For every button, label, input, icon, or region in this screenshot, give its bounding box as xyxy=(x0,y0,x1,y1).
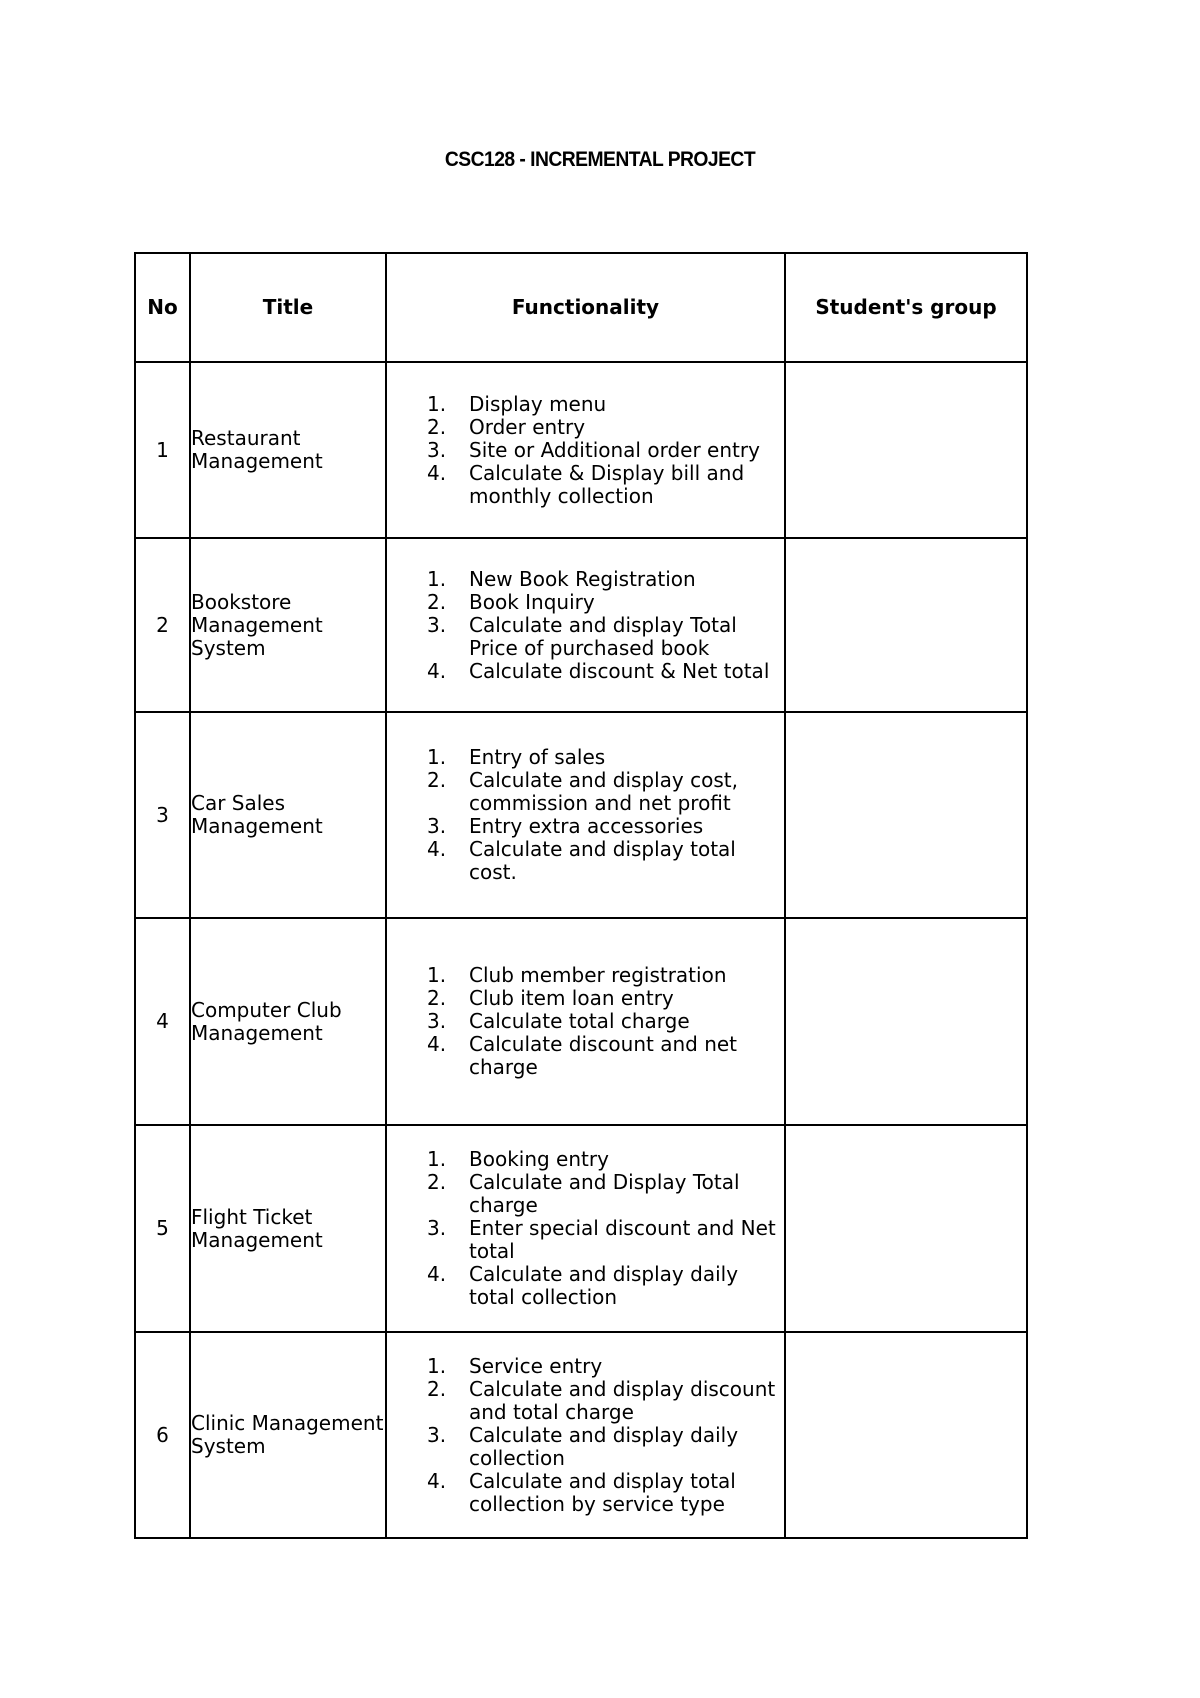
functionality-text: Entry extra accessories xyxy=(469,814,704,838)
functionality-text: Calculate & Display bill and monthly collection xyxy=(469,460,745,508)
functionality-item xyxy=(387,746,784,769)
functionality-item xyxy=(387,1263,784,1309)
project-title: Car Sales Management xyxy=(190,712,386,918)
functionality-text: Book Inquiry xyxy=(469,589,595,614)
list-number: 2. xyxy=(427,1170,447,1194)
functionality-text: Calculate and display daily collection xyxy=(469,1422,739,1470)
functionality-item xyxy=(387,964,784,987)
functionality-item xyxy=(387,815,784,838)
functionality-list xyxy=(387,746,784,884)
functionality-text: Calculate and Display Total charge xyxy=(469,1170,740,1217)
functionality-item xyxy=(387,591,784,614)
functionality-text: Calculate and display discount and total charge xyxy=(469,1376,776,1424)
functionality-list xyxy=(387,1148,784,1309)
list-number: 4. xyxy=(427,837,447,861)
functionality-text: Calculate and display daily total collection xyxy=(469,1262,739,1309)
functionality-text: Display menu xyxy=(469,391,607,416)
students-group-cell[interactable] xyxy=(785,362,1027,538)
functionality-text: Calculate total charge xyxy=(469,1009,690,1033)
functionality-cell xyxy=(386,1125,785,1332)
project-title: Flight Ticket Management xyxy=(190,1125,386,1332)
list-number: 1. xyxy=(427,566,447,591)
functionality-text: Entry of sales xyxy=(469,745,606,769)
page-title: CSC128 - INCREMENTAL PROJECT xyxy=(444,148,756,171)
table-row xyxy=(135,918,1027,1125)
list-number: 2. xyxy=(427,414,447,439)
list-number: 3. xyxy=(427,1422,447,1447)
functionality-item xyxy=(387,568,784,591)
header-students-group: Student's group xyxy=(785,253,1027,362)
students-group-cell[interactable] xyxy=(785,918,1027,1125)
students-group-cell[interactable] xyxy=(785,538,1027,712)
list-number: 3. xyxy=(427,437,447,462)
row-number: 6 xyxy=(135,1332,190,1538)
functionality-item xyxy=(387,1033,784,1079)
functionality-text: New Book Registration xyxy=(469,566,696,591)
functionality-text: Club member registration xyxy=(469,963,727,987)
functionality-item xyxy=(387,660,784,683)
functionality-text: Calculate and display Total Price of purchased book xyxy=(469,612,737,660)
list-number: 1. xyxy=(427,963,447,987)
list-number: 1. xyxy=(427,391,447,416)
row-number: 5 xyxy=(135,1125,190,1332)
functionality-item xyxy=(387,1171,784,1217)
list-number: 4. xyxy=(427,1468,447,1493)
students-group-cell[interactable] xyxy=(785,712,1027,918)
functionality-item xyxy=(387,439,784,462)
functionality-item xyxy=(387,1355,784,1378)
header-no: No xyxy=(135,253,190,362)
functionality-text: Club item loan entry xyxy=(469,986,674,1010)
list-number: 4. xyxy=(427,1262,447,1286)
list-number: 1. xyxy=(427,745,447,769)
table-row xyxy=(135,538,1027,712)
functionality-cell xyxy=(386,1332,785,1538)
row-number: 4 xyxy=(135,918,190,1125)
table-header-row xyxy=(135,253,1027,362)
table-row xyxy=(135,712,1027,918)
list-number: 3. xyxy=(427,1009,447,1033)
list-number: 2. xyxy=(427,768,447,792)
project-title: Bookstore Management System xyxy=(190,538,386,712)
functionality-text: Calculate discount & Net total xyxy=(469,658,770,683)
list-number: 3. xyxy=(427,1216,447,1240)
project-title: Computer Club Management xyxy=(190,918,386,1125)
functionality-item xyxy=(387,1470,784,1516)
functionality-item xyxy=(387,614,784,660)
functionality-cell xyxy=(386,712,785,918)
functionality-item xyxy=(387,1424,784,1470)
functionality-text: Enter special discount and Net total xyxy=(469,1216,776,1263)
table-body xyxy=(135,362,1027,1538)
projects-table xyxy=(134,252,1028,1539)
functionality-list xyxy=(387,568,784,683)
functionality-item xyxy=(387,838,784,884)
functionality-item xyxy=(387,416,784,439)
project-title: Clinic Management System xyxy=(190,1332,386,1538)
functionality-text: Calculate discount and net charge xyxy=(469,1032,738,1079)
list-number: 2. xyxy=(427,986,447,1010)
header-title: Title xyxy=(190,253,386,362)
list-number: 4. xyxy=(427,460,447,485)
functionality-item xyxy=(387,393,784,416)
functionality-item xyxy=(387,1148,784,1171)
row-number: 3 xyxy=(135,712,190,918)
list-number: 3. xyxy=(427,612,447,637)
functionality-item xyxy=(387,769,784,815)
table-row xyxy=(135,1125,1027,1332)
functionality-item xyxy=(387,462,784,508)
functionality-text: Site or Additional order entry xyxy=(469,437,760,462)
table-row xyxy=(135,1332,1027,1538)
functionality-text: Service entry xyxy=(469,1353,603,1378)
functionality-cell xyxy=(386,538,785,712)
list-number: 4. xyxy=(427,1032,447,1056)
row-number: 1 xyxy=(135,362,190,538)
table-row xyxy=(135,362,1027,538)
header-functionality: Functionality xyxy=(386,253,785,362)
functionality-item xyxy=(387,987,784,1010)
list-number: 2. xyxy=(427,589,447,614)
functionality-list xyxy=(387,393,784,508)
functionality-text: Calculate and display cost, commission and net profit xyxy=(469,768,738,815)
functionality-text: Calculate and display total collection by service type xyxy=(469,1468,736,1516)
list-number: 3. xyxy=(427,814,447,838)
list-number: 1. xyxy=(427,1147,447,1171)
functionality-cell xyxy=(386,918,785,1125)
project-title: Restaurant Management xyxy=(190,362,386,538)
functionality-list xyxy=(387,964,784,1079)
list-number: 4. xyxy=(427,658,447,683)
functionality-item xyxy=(387,1378,784,1424)
functionality-text: Calculate and display total cost. xyxy=(469,837,736,884)
functionality-item xyxy=(387,1010,784,1033)
row-number: 2 xyxy=(135,538,190,712)
functionality-cell xyxy=(386,362,785,538)
list-number: 2. xyxy=(427,1376,447,1401)
functionality-text: Order entry xyxy=(469,414,586,439)
functionality-item xyxy=(387,1217,784,1263)
list-number: 1. xyxy=(427,1353,447,1378)
students-group-cell[interactable] xyxy=(785,1332,1027,1538)
functionality-list xyxy=(387,1355,784,1516)
functionality-text: Booking entry xyxy=(469,1147,609,1171)
students-group-cell[interactable] xyxy=(785,1125,1027,1332)
